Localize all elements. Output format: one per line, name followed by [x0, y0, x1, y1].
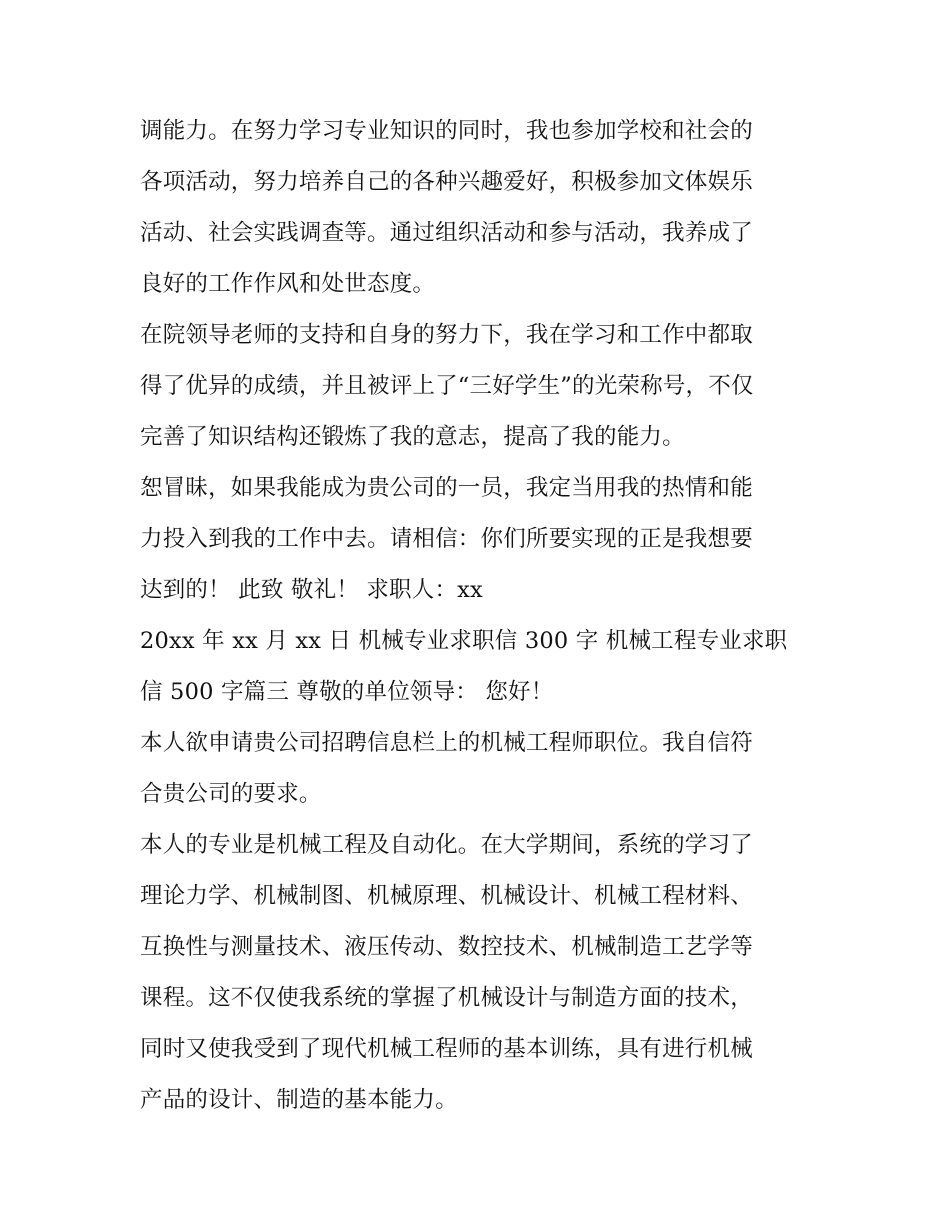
- document-body: [140, 106, 820, 1126]
- text-line: 产品的设计、制造的基本能力。: [140, 1087, 458, 1113]
- text-line: 完善了知识结构还锻炼了我的意志，提高了我的能力。: [140, 424, 685, 450]
- text-line: 各项活动，努力培养自己的各种兴趣爱好，积极参加文体娱乐: [140, 169, 753, 195]
- text-line: 信 500 字篇三 尊敬的单位领导： 您好！: [140, 679, 554, 705]
- text-line: 20xx 年 xx 月 xx 日 机械专业求职信 300 字 机械工程专业求职: [140, 628, 788, 654]
- text-line: 得了优异的成绩，并且被评上了“三好学生”的光荣称号，不仅: [140, 373, 754, 399]
- text-line: 合贵公司的要求。: [140, 781, 322, 807]
- text-line: 同时又使我受到了现代机械工程师的基本训练，具有进行机械: [140, 1036, 753, 1062]
- text-line: 恕冒昧，如果我能成为贵公司的一员，我定当用我的热情和能: [140, 475, 753, 501]
- text-line: 良好的工作作风和处世态度。: [140, 271, 436, 297]
- text-line: 达到的！ 此致 敬礼！ 求职人：xx: [140, 577, 483, 603]
- text-line: 本人欲申请贵公司招聘信息栏上的机械工程师职位。我自信符: [140, 730, 753, 756]
- text-line: 课程。这不仅使我系统的掌握了机械设计与制造方面的技术，: [140, 985, 753, 1011]
- text-line: 调能力。在努力学习专业知识的同时，我也参加学校和社会的: [140, 118, 753, 144]
- text-line: 在院领导老师的支持和自身的努力下，我在学习和工作中都取: [140, 322, 753, 348]
- text-line: 活动、社会实践调查等。通过组织活动和参与活动，我养成了: [140, 220, 753, 246]
- text-line: 理论力学、机械制图、机械原理、机械设计、机械工程材料、: [140, 883, 753, 909]
- text-line: 力投入到我的工作中去。请相信：你们所要实现的正是我想要: [140, 526, 753, 552]
- text-line: 互换性与测量技术、液压传动、数控技术、机械制造工艺学等: [140, 934, 753, 960]
- text-line: 本人的专业是机械工程及自动化。在大学期间，系统的学习了: [140, 832, 753, 858]
